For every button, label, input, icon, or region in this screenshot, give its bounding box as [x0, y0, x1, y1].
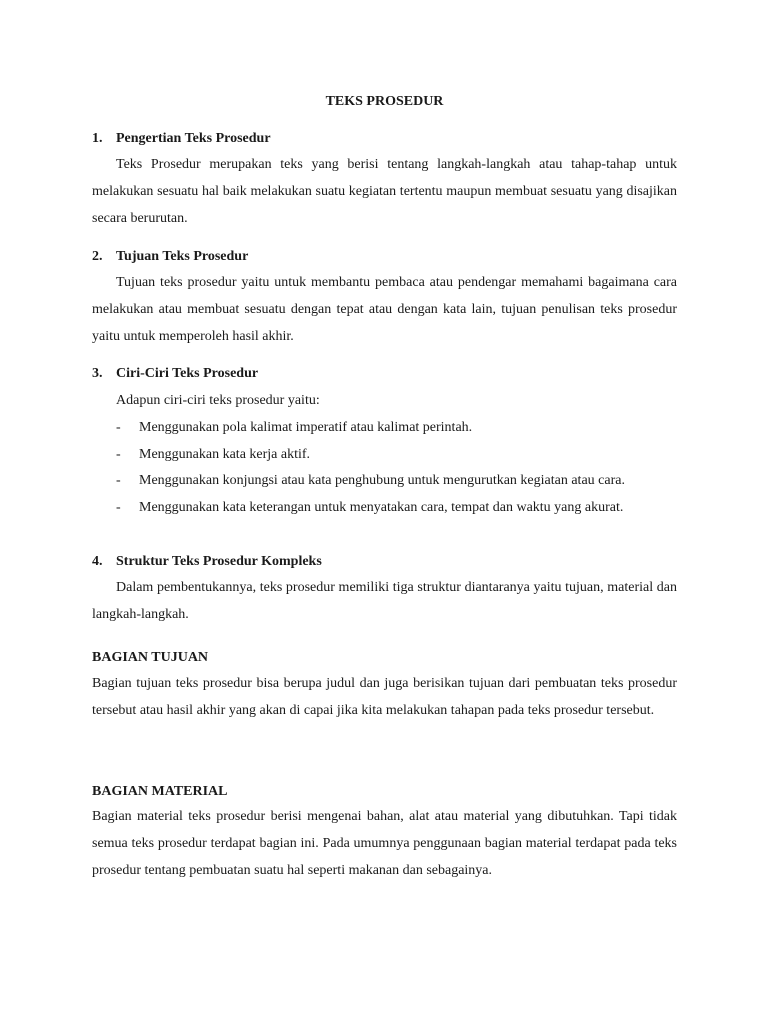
section-3-heading — [92, 365, 258, 383]
bagian-tujuan-heading: BAGIAN TUJUAN — [92, 650, 209, 665]
section-3-intro: Adapun ciri-ciri teks prosedur yaitu: — [116, 393, 320, 408]
section-2-number: 2. — [92, 249, 103, 264]
bullet-marker: - — [116, 447, 121, 462]
list-item-text: Menggunakan konjungsi atau kata penghubung untuk mengurutkan kegiatan atau cara. — [139, 473, 625, 488]
bullet-marker: - — [116, 473, 121, 488]
section-1-title: Pengertian Teks Prosedur — [116, 131, 271, 146]
section-4-number: 4. — [92, 554, 103, 569]
section-2-title: Tujuan Teks Prosedur — [116, 249, 249, 264]
list-item — [116, 419, 472, 437]
list-item — [116, 446, 310, 464]
section-3-title: Ciri-Ciri Teks Prosedur — [116, 366, 259, 381]
section-2-paragraph: Tujuan teks prosedur yaitu untuk membantu pembaca atau pendengar memahami bagaimana cara melakukan atau membuat sesuatu dengan tepat atau dengan kata lain, tujuan penulisan teks prosedur yaitu untuk memperoleh hasil akhir. — [92, 275, 677, 344]
list-item-text: Menggunakan pola kalimat imperatif atau kalimat perintah. — [139, 420, 473, 435]
bullet-marker: - — [116, 500, 121, 515]
section-4-heading — [92, 553, 322, 571]
list-item-text: Menggunakan kata keterangan untuk menyatakan cara, tempat dan waktu yang akurat. — [139, 500, 624, 515]
list-item — [116, 499, 623, 517]
bagian-tujuan-paragraph: Bagian tujuan teks prosedur bisa berupa judul dan juga berisikan tujuan dari pembuatan teks prosedur tersebut atau hasil akhir yang akan di capai jika kita melakukan tahapan pada teks prosedur tersebut. — [92, 676, 677, 718]
bullet-marker: - — [116, 420, 121, 435]
section-1-heading — [92, 130, 271, 148]
section-1-paragraph: Teks Prosedur merupakan teks yang berisi tentang langkah-langkah atau tahap-tahap untuk melakukan sesuatu hal baik melakukan suatu kegiatan tertentu maupun membuat sesuatu yang disajikan secara berurutan. — [92, 157, 677, 226]
section-4-title: Struktur Teks Prosedur Kompleks — [116, 554, 322, 569]
section-4-paragraph: Dalam pembentukannya, teks prosedur memiliki tiga struktur diantaranya yaitu tujuan, material dan langkah-langkah. — [92, 580, 677, 622]
section-1-number: 1. — [92, 131, 103, 146]
document-title: TEKS PROSEDUR — [325, 94, 444, 109]
list-item — [116, 472, 625, 490]
bagian-material-paragraph: Bagian material teks prosedur berisi mengenai bahan, alat atau material yang dibutuhkan. Tapi tidak semua teks prosedur terdapat bagian ini. Pada umumnya penggunaan bagian material terdapat pada teks prosedur tentang pembuatan suatu hal seperti makanan dan sebagainya. — [92, 809, 677, 878]
section-2-heading — [92, 248, 248, 266]
bagian-material-heading: BAGIAN MATERIAL — [92, 784, 228, 799]
list-item-text: Menggunakan kata kerja aktif. — [139, 447, 311, 462]
section-3-number: 3. — [92, 366, 103, 381]
